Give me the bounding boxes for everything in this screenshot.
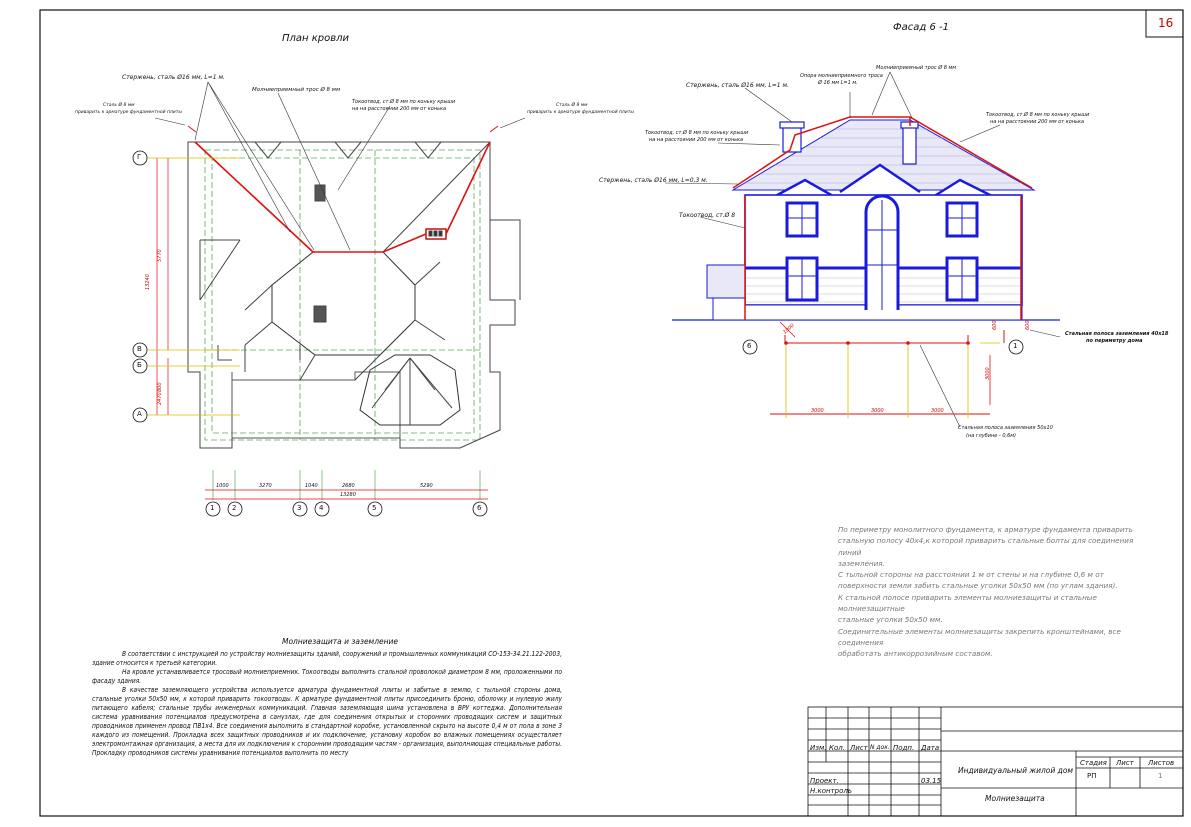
facade-dim-small-right-2: 600 [1025,320,1031,330]
gray-note-line: По периметру монолитного фундамента, к арматуре фундамента приварить [838,525,1133,534]
facade-label-rod: Стержень, сталь Ø16 мм, L=1 м. [686,82,789,89]
facade-dim-small-left: 1000 [782,322,796,336]
dim-bottom-4: 2680 [342,483,355,489]
axis-number-5: 5 [372,504,377,512]
facade-axis-1: 1 [1013,342,1018,350]
facade-label-down-wall: Токоотвод, ст.Ø 8 [679,212,736,219]
stamp-row-proekt: Проект. [810,777,839,785]
axis-number-4: 4 [319,504,324,512]
label-steel-right: Сталь Ø 8 мм [556,103,588,108]
dim-bottom-1: 1000 [216,483,229,489]
stamp-row-nkontrol: Н.контроль [810,787,852,795]
facade-label-support: Опора молниеприемного троса [800,73,883,79]
facade-label-down-left: Токоотвод, ст.Ø 8 мм по конькy крыши [645,130,749,136]
axis-number-3: 3 [297,504,302,512]
stamp-header-podp: Подп. [893,744,915,752]
facade [665,72,1060,427]
facade-label-down-right-2: на на расстоянии 200 мм от конька [990,119,1085,125]
notes-paragraph-2: На кровле устанавливается тросовый молниеприемник. Токоотводы выполнить стальной проволокой диаметром 8 мм, проложенными по фасаду здания. [92,668,562,685]
facade-dim-3: 3000 [931,408,944,414]
gray-notes [838,524,1138,660]
notes-body [92,650,562,758]
stamp-stage: РП [1087,772,1097,780]
label-steel-left-2: приварить к арматуре фундаментной плиты [75,110,182,115]
facade-dim-vertical: 3000 [985,367,991,380]
stamp-sheet-header: Лист [1116,759,1134,767]
notes-paragraph-1: В соответствии с инструкцией по устройству молниезащиты зданий, сооружений и промышленных коммуникаций СО-153-34.21.122-2003, здание относится к третьей категории. [92,650,562,667]
stamp-date: 03.15 [921,777,942,785]
gray-note-line: заземления. [838,558,885,568]
dim-bottom-2: 3270 [259,483,272,489]
roof-plan-title: План кровли [282,33,350,44]
facade-label-strip-right: Стальная полоса заземления 40х18 [1065,331,1169,337]
facade-title: Фасад 6 -1 [893,22,949,33]
facade-label-strip-bottom-2: (на глубине - 0,6м) [966,433,1016,439]
gray-note-line: Соединительные элементы молниезащиты закрепить кронштейнами, все соединения [838,626,1121,647]
dim-left-total: 13240 [145,274,151,290]
dim-bottom-5: 5290 [420,483,433,489]
roof-plan [133,82,525,516]
facade-label-strip-right-2: по периметру дома [1086,338,1143,344]
stamp-header-data: Дата [921,744,940,752]
axis-letter-a: А [137,410,142,418]
stamp-stage-header: Стадия [1080,759,1107,767]
dim-left-3: 2470 [157,392,163,405]
label-steel-left: Сталь Ø 8 мм [103,103,135,108]
stamp-header-list: Лист [850,744,868,752]
facade-label-down-right: Токоотвод, ст.Ø 8 мм по конькy крыши [986,112,1090,118]
gray-note-line: стальные уголки 50х50 мм. [838,615,943,625]
facade-dim-small-right: 600 [992,320,998,330]
axis-number-6: 6 [477,504,482,512]
dim-bottom-total: 13280 [340,492,356,498]
label-downconductor-2: на на расстоянии 200 мм от конька [352,106,447,112]
label-rod-top: Стержень, сталь Ø16 мм, L=1 м. [122,74,225,81]
facade-label-support-2: Ø 16 мм L=1 м. [818,80,858,86]
dim-bottom-3: 1040 [305,483,318,489]
gray-note-line: стальную полосу 40х4,к которой приварить стальные болты для соединения линий [838,536,1134,557]
label-cable: Молниеприемный трос Ø 8 мм [252,87,341,93]
label-downconductor: Токоотвод, ст.Ø 8 мм по конькy крыши [352,99,456,105]
gray-note-line: обработать антикоррозийным составом. [838,649,993,659]
gray-note-line: поверхности земли забить стальные уголки 50х50 мм (по углам здания). [838,581,1118,591]
dim-left-1: 5770 [157,249,163,262]
axis-number-2: 2 [232,504,237,512]
stamp-header-ndok: N док. [870,744,890,751]
stamp-sheets: 1 [1158,772,1163,780]
axis-letter-b: Б [137,361,142,369]
stamp-sheets-header: Листов [1148,759,1175,767]
stamp-project: Индивидуальный жилой дом [958,766,1074,775]
facade-label-cable: Молниеприемный трос Ø 8 мм [876,65,957,71]
gray-note-line: С тыльной стороны на расстоянии 1 м от стены и на глубине 0,6 м от [838,570,1104,580]
axis-number-1: 1 [210,504,215,512]
stamp-sheet-title: Молниезащита [985,794,1045,803]
stamp-header-kol: Кол. [829,744,845,752]
facade-label-rod-2: Стержень, сталь Ø16 мм, L=0,3 м. [599,177,708,184]
gray-note-line: К стальной полосе приварить элементы молниезащиты и стальные молниезащитные [838,592,1097,614]
facade-dim-1: 3000 [811,408,824,414]
facade-dim-2: 3000 [871,408,884,414]
facade-label-down-left-2: на на расстоянии 200 мм от конька [649,137,744,143]
stamp-header-izm: Изм. [810,744,827,752]
label-steel-right-2: приварить к арматуре фундаментной плиты [527,110,634,115]
facade-axis-6: 6 [747,342,752,350]
axis-letter-g: Г [137,153,142,161]
notes-title: Молниезащита и заземление [282,637,399,646]
notes-paragraph-3: В качестве заземляющего устройства используется арматура фундаментной плиты и забитые в землю, с тыльной стороны дома, стальные уголки 50х50 мм, к которой приварить токоотводы. К арматуре фундаментной плиты присоединить броню, оболочку и нулевую жилу питающего кабеля; стальные трубы инженерных коммуникаций. Главная заземляющая шина установлена в ВРУ коттеджа. Дополнительная система уравнивания потенциалов предусмотрена в санузлах, где для соединения открытых и сторонних проводящих систем и защитных проводников применен провод ПВ1х4. Все соединения выполнить в стандартной коробке, установленной скрыто на высоте 0,4 м от пола в зоне 3 каждого из помещений. Прокладка всех защитных проводников и их подключение, установку коробок во влажных помещениях осуществляет электромонтажная организация, а места для их подключения к сторонним проводящим частям - организация, выполняющая специальные работы. Прокладку проводников системы уравнивания потенциалов выполнить по месту [92,686,562,757]
axis-letter-v: В [137,345,142,353]
sheet-number: 16 [1158,16,1174,30]
facade-label-strip-bottom: Стальная полоса заземления 50х10 [958,425,1053,431]
dim-left-2: 800 [157,382,163,392]
